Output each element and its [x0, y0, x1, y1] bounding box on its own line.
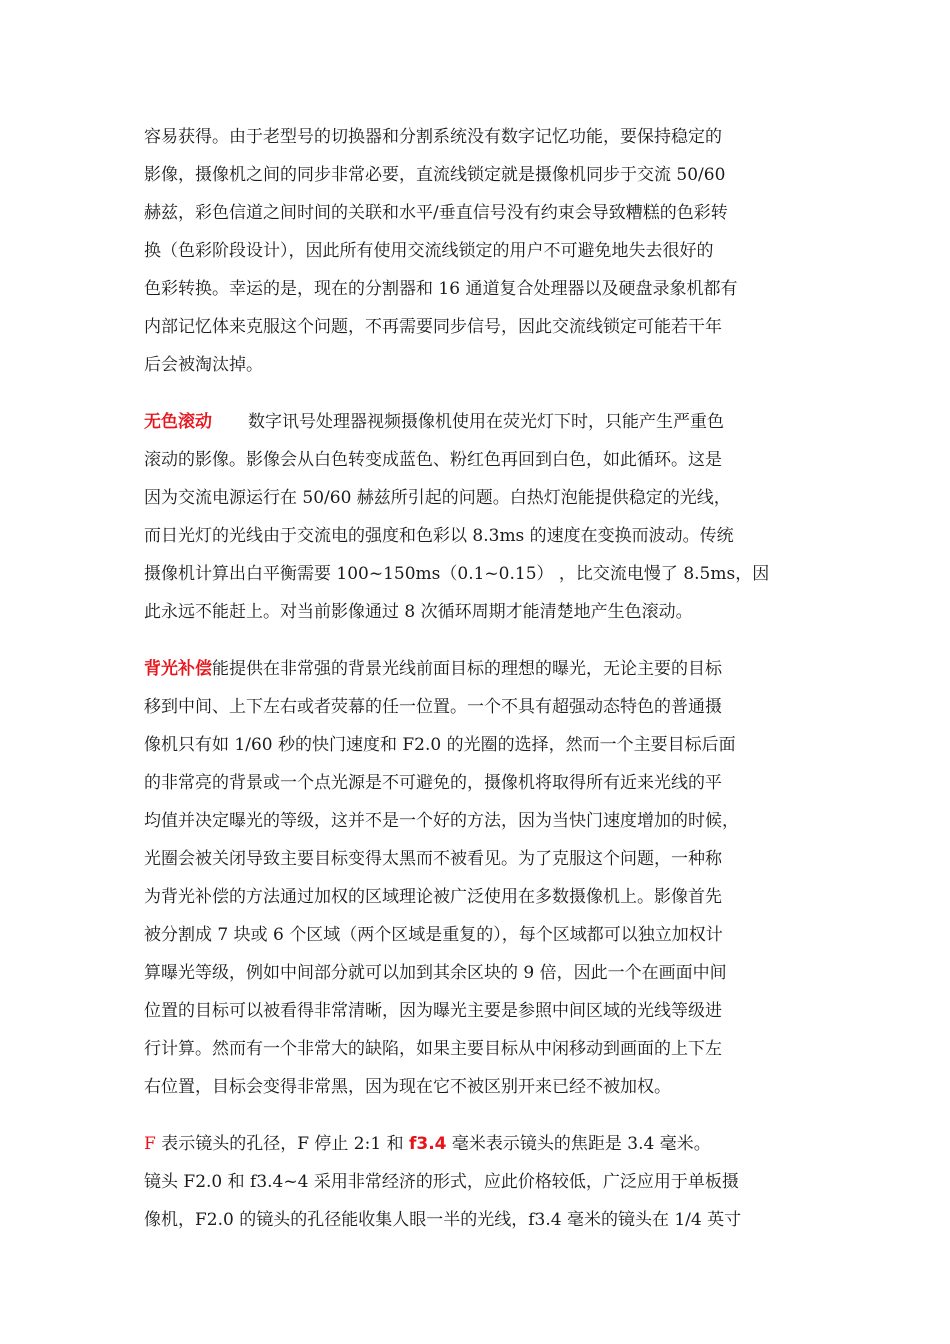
term-f34: f3.4 [408, 1134, 447, 1154]
text-line: 镜头 F2.0 和 f3.4~4 采用非常经济的形式，应此价格较低，广泛应用于单板摄 [144, 1172, 739, 1192]
text-line: 像机只有如 1/60 秒的快门速度和 F2.0 的光圈的选择，然而一个主要目标后面 [144, 735, 736, 755]
text-line: 的非常亮的背景或一个点光源是不可避免的，摄像机将取得所有近来光线的平 [144, 773, 722, 793]
document-body [144, 118, 804, 1258]
text-line: 右位置，目标会变得非常黑，因为现在它不被区别开来已经不被加权。 [144, 1077, 671, 1097]
text-line: 摄像机计算出白平衡需要 100~150ms（0.1~0.15） ，比交流电慢了 8.5ms，因 [144, 564, 770, 584]
paragraph-lens-aperture [144, 1125, 804, 1239]
text-line: 像机，F2.0 的镜头的孔径能收集人眼一半的光线，f3.4 毫米的镜头在 1/4 英寸 [144, 1210, 742, 1230]
paragraph-backlight-compensation [144, 650, 804, 1106]
text-line: 移到中间、上下左右或者荧幕的任一位置。一个不具有超强动态特色的普通摄 [144, 697, 722, 717]
text-line: 赫兹，彩色信道之间时间的关联和水平/垂直信号没有约束会导致糟糕的色彩转 [144, 203, 728, 223]
text-line [144, 650, 804, 688]
text-span: 表示镜头的孔径，F 停止 2:1 和 [155, 1134, 409, 1154]
section-heading-backlight-compensation: 背光补偿 [144, 659, 212, 679]
text-line: 容易获得。由于老型号的切换器和分割系统没有数字记忆功能，要保持稳定的 [144, 127, 722, 147]
paragraph-dc-line-lock [144, 118, 804, 384]
text-line: 算曝光等级，例如中间部分就可以加到其余区块的 9 倍，因此一个在画面中间 [144, 963, 727, 983]
text-span: 毫米表示镜头的焦距是 3.4 毫米。 [446, 1134, 711, 1154]
text-line: 后会被淘汰掉。 [144, 355, 263, 375]
text-line: 为背光补偿的方法通过加权的区域理论被广泛使用在多数摄像机上。影像首先 [144, 887, 722, 907]
text-line: 均值并决定曝光的等级，这并不是一个好的方法，因为当快门速度增加的时候， [144, 811, 739, 831]
text-line: 滚动的影像。影像会从白色转变成蓝色、粉红色再回到白色，如此循环。这是 [144, 450, 722, 470]
term-f: F [144, 1134, 156, 1154]
text-line: 此永远不能赶上。对当前影像通过 8 次循环周期才能清楚地产生色滚动。 [144, 602, 693, 622]
text-line: 被分割成 7 块或 6 个区域（两个区域是重复的），每个区域都可以独立加权计 [144, 925, 723, 945]
paragraph-color-rolling [144, 403, 804, 631]
text-line: 换（色彩阶段设计），因此所有使用交流线锁定的用户不可避免地失去很好的 [144, 241, 714, 261]
text-line: 位置的目标可以被看得非常清晰，因为曝光主要是参照中间区域的光线等级进 [144, 1001, 722, 1021]
text-line: 而日光灯的光线由于交流电的强度和色彩以 8.3ms 的速度在变换而波动。传统 [144, 526, 734, 546]
text-line: 内部记忆体来克服这个问题，不再需要同步信号，因此交流线锁定可能若干年 [144, 317, 722, 337]
text-line: 影像，摄像机之间的同步非常必要，直流线锁定就是摄像机同步于交流 50/60 [144, 165, 726, 185]
text-span: 数字讯号处理器视频摄像机使用在荧光灯下时，只能产生严重色 [248, 412, 724, 432]
text-line: 行计算。然而有一个非常大的缺陷，如果主要目标从中闲移动到画面的上下左 [144, 1039, 722, 1059]
text-span: 能提供在非常强的背景光线前面目标的理想的曝光，无论主要的目标 [212, 659, 722, 679]
text-line: 光圈会被关闭导致主要目标变得太黑而不被看见。为了克服这个问题，一种称 [144, 849, 722, 869]
text-line [144, 1125, 804, 1163]
text-line: 因为交流电源运行在 50/60 赫兹所引起的问题。白热灯泡能提供稳定的光线， [144, 488, 731, 508]
section-heading-color-rolling: 无色滚动 [144, 412, 212, 432]
text-line [144, 403, 804, 441]
text-line: 色彩转换。幸运的是，现在的分割器和 16 通道复合处理器以及硬盘录象机都有 [144, 279, 738, 299]
